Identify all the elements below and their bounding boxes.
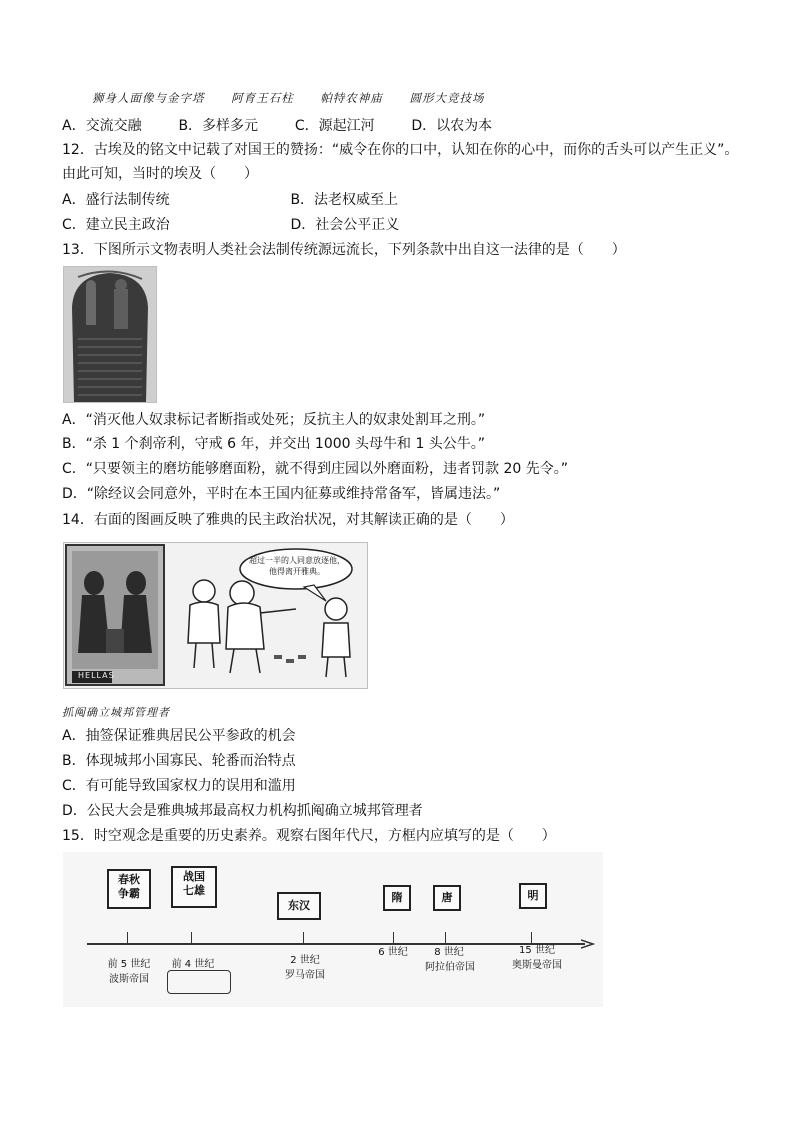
label-era-6: 15 世纪 [519, 945, 555, 956]
box-sui: 隋 [383, 885, 411, 911]
box-donghan: 东汉 [277, 892, 321, 920]
q11-option-a[interactable]: A．交流交融 [62, 118, 142, 134]
caption-colosseum: 圆形大竞技场 [409, 91, 485, 105]
q12-option-a[interactable]: A．盛行法制传统 [62, 192, 170, 208]
tick-3 [303, 932, 304, 944]
q15-stem: 15．时空观念是重要的历史素养。观察右图年代尺，方框内应填写的是（ ） [62, 828, 556, 844]
caption-ashoka: 阿育王石柱 [231, 91, 294, 105]
tick-6 [531, 932, 532, 944]
q14-option-a[interactable]: A．抽签保证雅典居民公平参政的机会 [62, 728, 296, 744]
q13-option-c[interactable]: C．“只要领主的磨坊能够磨面粉，就不得到庄园以外磨面粉，违者罚款 20 先令。” [62, 461, 568, 477]
q12-option-b[interactable]: B．法老权威至上 [290, 192, 399, 208]
caption-parthenon: 帕特农神庙 [320, 91, 383, 105]
label-era-3: 2 世纪 [290, 955, 320, 966]
label-name-3: 罗马帝国 [285, 970, 325, 981]
box-tang: 唐 [433, 885, 461, 911]
q12-option-d[interactable]: D．社会公平正义 [290, 217, 400, 233]
label-name-1: 波斯帝国 [109, 974, 149, 985]
q13-option-d[interactable]: D．“除经议会同意外，平时在本王国内征募或维持常备军，皆属违法。” [62, 486, 501, 502]
q11-option-c[interactable]: C．源起江河 [294, 118, 375, 134]
tick-2 [191, 932, 192, 944]
hammurabi-stele-photo [63, 266, 157, 403]
athens-cartoon [63, 542, 368, 689]
label-era-2: 前 4 世纪 [171, 959, 215, 970]
q14-option-c[interactable]: C．有可能导致国家权力的误用和滥用 [62, 778, 296, 794]
tick-1 [127, 932, 128, 944]
q12-options-row1 [62, 190, 398, 210]
blank-answer-box[interactable] [167, 970, 231, 994]
box-chunqiu: 春秋 争霸 [107, 869, 151, 909]
label-era-1: 前 5 世纪 [107, 959, 151, 970]
q11-option-d[interactable]: D．以农为本 [411, 118, 493, 134]
q13-option-a[interactable]: A．“消灭他人奴隶标记者断指或处死；反抗主人的奴隶处割耳之刑。” [62, 412, 486, 428]
label-era-5: 8 世纪 [434, 947, 464, 958]
q11-option-b[interactable]: B．多样多元 [178, 118, 259, 134]
label-name-6: 奥斯曼帝国 [512, 960, 562, 971]
q11-options [62, 116, 492, 136]
q12-option-c[interactable]: C．建立民主政治 [62, 217, 170, 233]
tick-4 [393, 932, 394, 944]
vase-label: HELLAS [78, 671, 115, 680]
q14-stem: 14．右面的图画反映了雅典的民主政治状况，对其解读正确的是（ ） [62, 512, 514, 528]
label-name-5: 阿拉伯帝国 [425, 962, 475, 973]
speech-bubble-text: 超过一半的人同意放逐他，他得离开雅典。 [249, 556, 345, 576]
q12-stem-line1: 12．古埃及的铭文中记载了对国王的赞扬：“威令在你的口中，认知在你的心中，而你的舌头可以产生正义”。 [62, 142, 739, 158]
q14-option-d[interactable]: D．公民大会是雅典城邦最高权力机构抓阄确立城邦管理者 [62, 803, 423, 819]
stele-illustration [64, 267, 156, 402]
box-zhanguo: 战国 七雄 [171, 866, 217, 908]
q12-options-row2 [62, 215, 399, 235]
box-ming: 明 [519, 883, 547, 909]
q14-option-b[interactable]: B．体现城邦小国寡民、轮番而治特点 [62, 753, 296, 769]
q13-stem: 13．下图所示文物表明人类社会法制传统源远流长，下列条款中出自这一法律的是（ ） [62, 242, 626, 258]
tick-5 [445, 932, 446, 944]
caption-sphinx: 狮身人面像与金字塔 [92, 91, 205, 105]
q12-stem-line2: 由此可知，当时的埃及（ ） [62, 166, 258, 182]
timeline-figure [63, 852, 603, 1007]
timeline-arrow-icon [581, 937, 595, 951]
label-era-4: 6 世纪 [378, 947, 408, 958]
image-captions [92, 90, 506, 106]
q13-option-b[interactable]: B．“杀 1 个刹帝利，守戒 6 年，并交出 1000 头母牛和 1 头公牛。” [62, 436, 486, 452]
q14-caption: 抓阄确立城邦管理者 [62, 706, 170, 719]
